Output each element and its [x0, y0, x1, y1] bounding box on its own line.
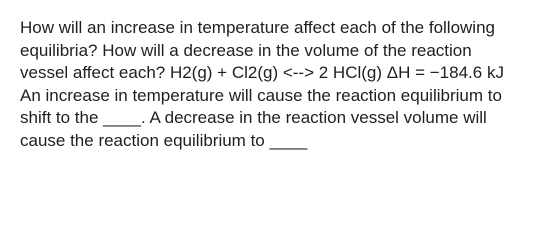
- question-text: How will an increase in temperature affect each of the following equilibria? How will a decrease in the volume of the reaction vessel affect each? H2(g) + Cl2(g) <--> 2 HCl(g) ΔH = −184.6 kJ An increase in temperature will cause the reaction equilibrium to shift to the ____. A decrease in the reaction vessel volume will cause the reaction equilibrium to ____: [20, 18, 504, 150]
